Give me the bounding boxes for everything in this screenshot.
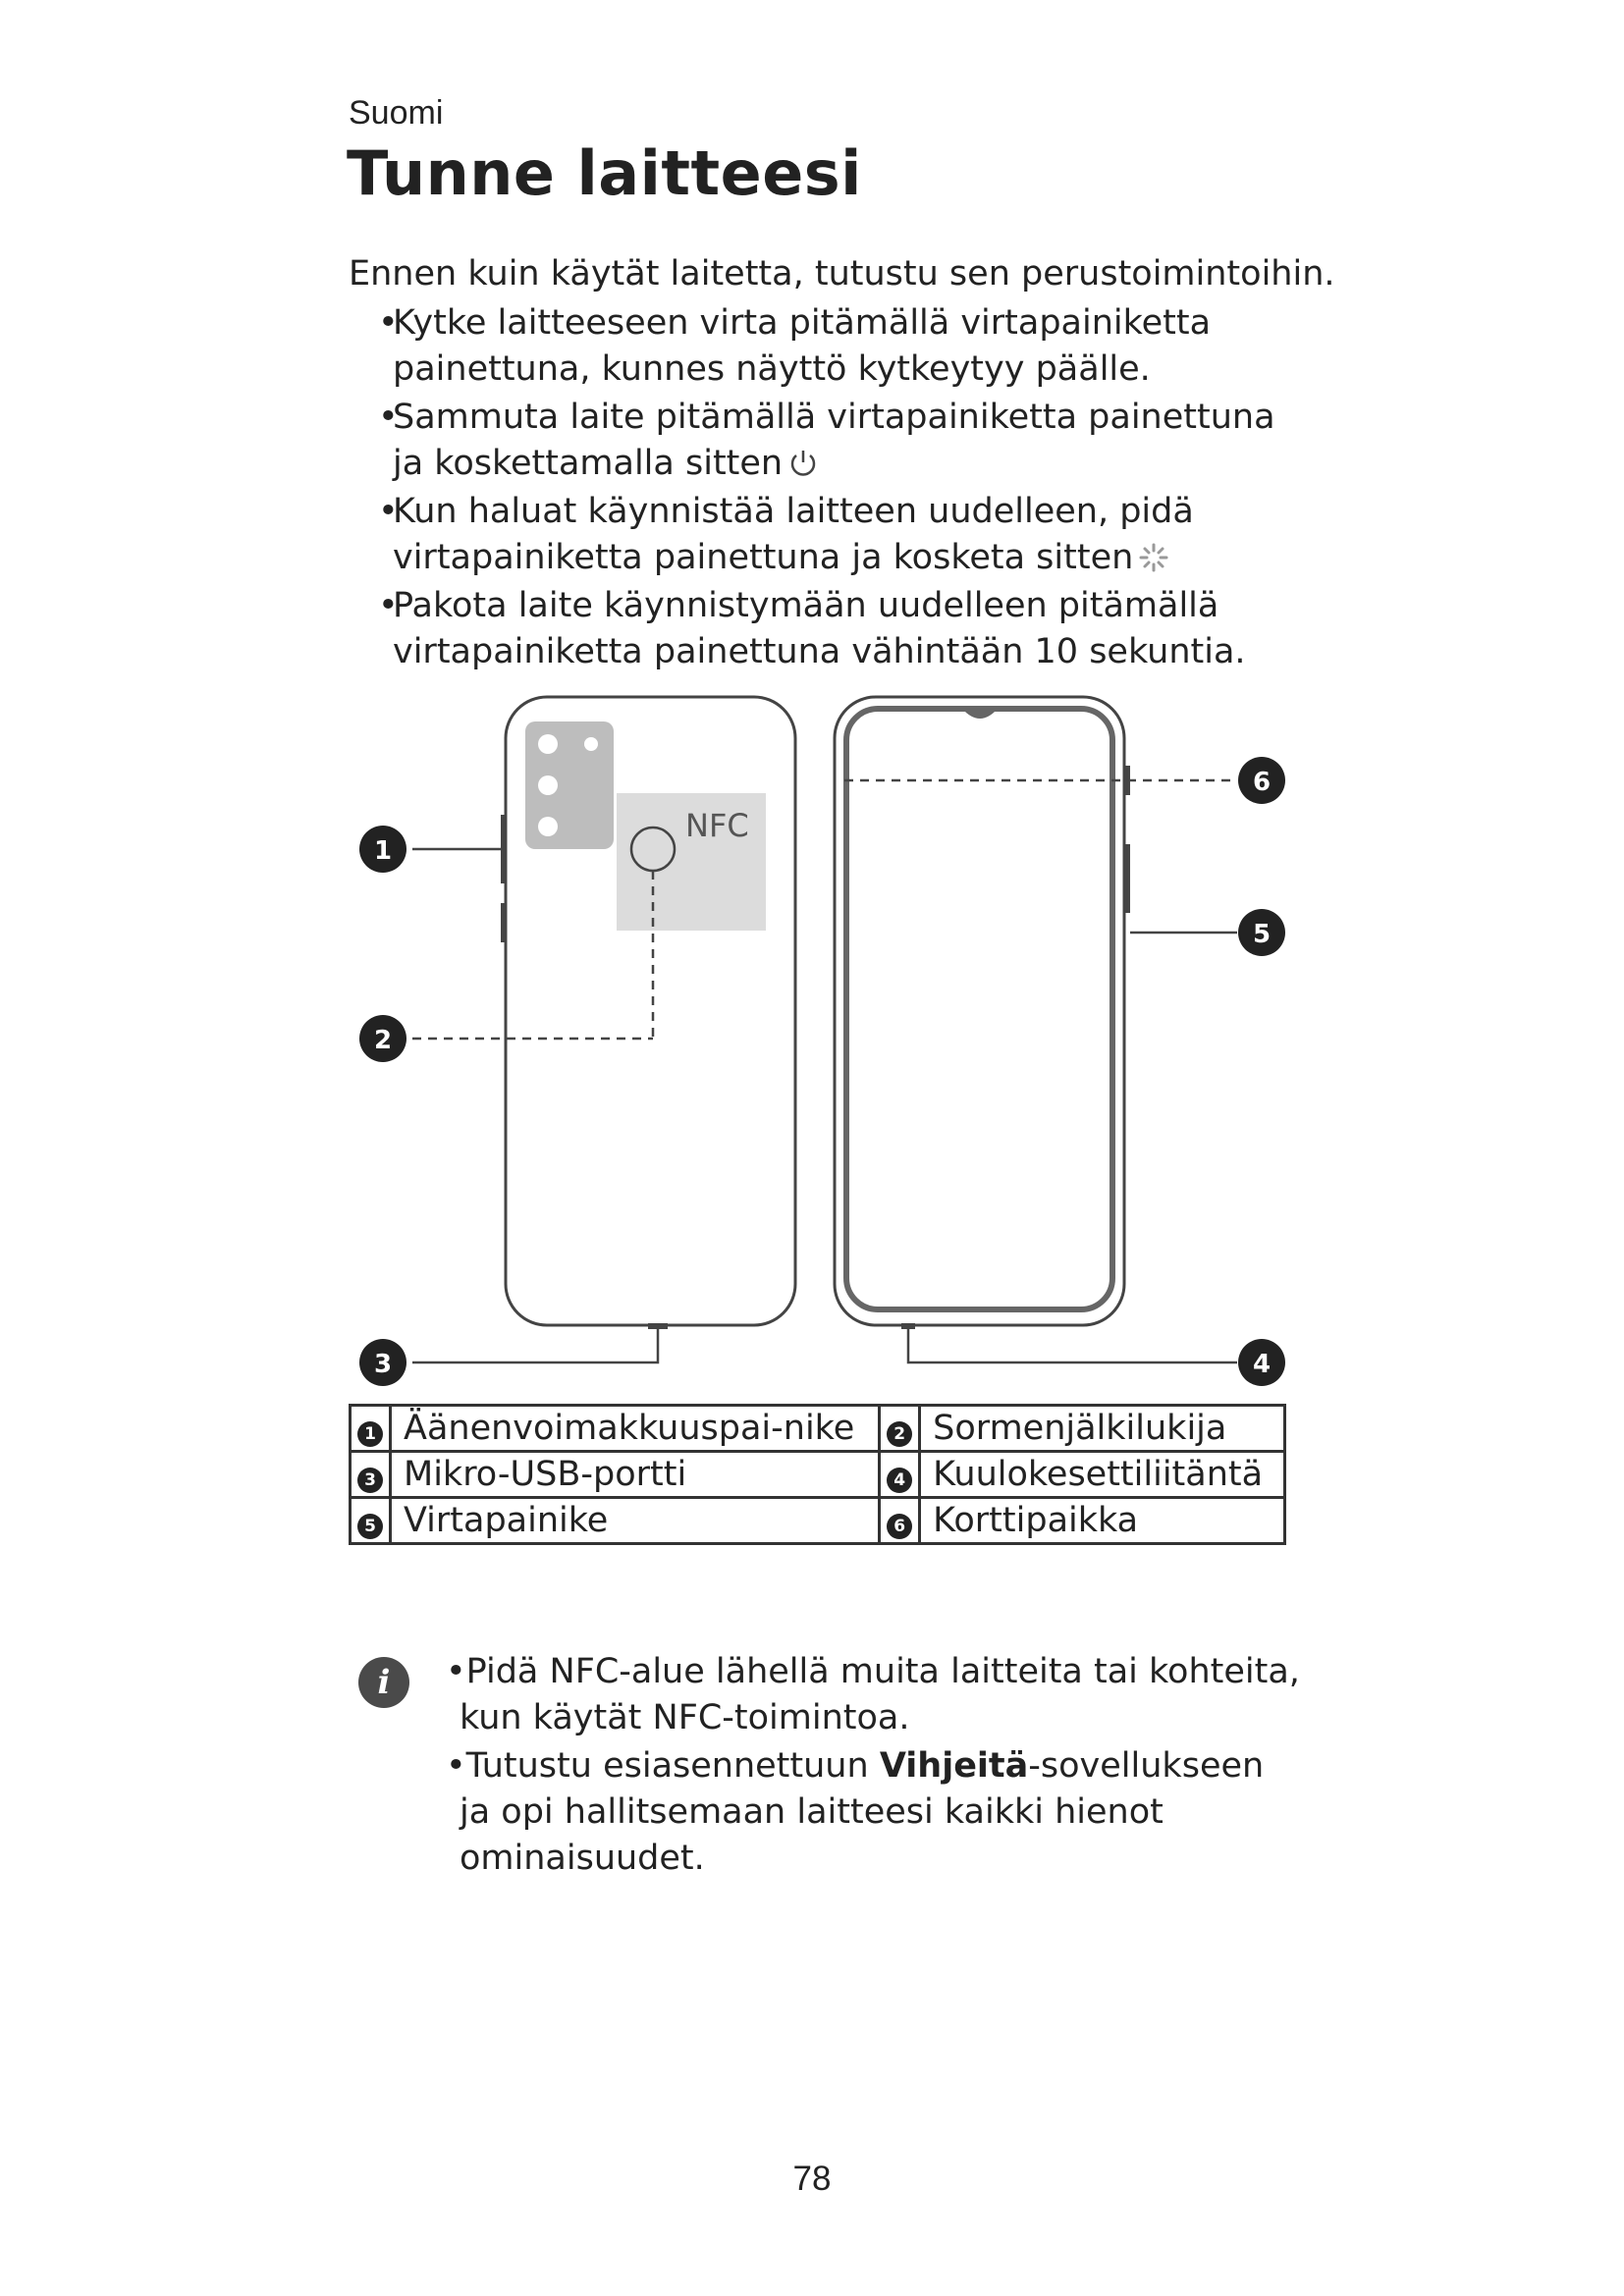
legend-label: Äänenvoimakkuuspai-nike: [391, 1406, 880, 1452]
list-item: •Pidä NFC-alue lähellä muita laitteita tai kohteita, kun käytät NFC-toimintoa.: [446, 1652, 1300, 1737]
instruction-list: [349, 300, 1311, 677]
note-text-post: -sovellukseen ja opi hallitsemaan laitteesi kaikki hienot ominaisuudet.: [460, 1746, 1265, 1878]
legend-label: Korttipaikka: [920, 1498, 1285, 1544]
list-item-text: Pakota laite käynnistymään uudelleen pitämällä virtapainiketta painettuna vähintään 10 sekuntia.: [393, 586, 1246, 671]
svg-text:3: 3: [373, 1350, 393, 1379]
list-item-text: Kytke laitteeseen virta pitämällä virtapainiketta painettuna, kunnes näyttö kytkeytyy päälle.: [393, 303, 1212, 389]
list-item: •Tutustu esiasennettuun Vihjeitä-sovellukseen ja opi hallitsemaan laitteesi kaikki hienot ominaisuudet.: [446, 1746, 1265, 1878]
svg-text:6: 6: [1252, 768, 1272, 797]
page-number: 78: [792, 2160, 832, 2198]
svg-text:5: 5: [1252, 920, 1272, 949]
legend-number: 5: [357, 1514, 383, 1539]
legend-number: 2: [887, 1421, 912, 1447]
note-text: Pidä NFC-alue lähellä muita laitteita tai kohteita, kun käytät NFC-toimintoa.: [460, 1652, 1300, 1737]
table-row: [351, 1452, 1285, 1498]
phone-screen: [846, 709, 1112, 1309]
side-button-back: [501, 903, 507, 942]
legend-label: Sormenjälkilukija: [920, 1406, 1285, 1452]
svg-text:1: 1: [373, 836, 393, 866]
list-item-text: Kun haluat käynnistää laitteen uudelleen, pidä virtapainiketta painettuna ja kosketa sitten: [393, 492, 1194, 577]
legend-number: 6: [887, 1514, 912, 1539]
legend-label: Virtapainike: [391, 1498, 880, 1544]
table-row: [351, 1498, 1285, 1544]
list-item: •Sammuta laite pitämällä virtapainiketta painettuna ja koskettamalla sitten: [378, 398, 1275, 483]
note-block: [358, 1649, 1301, 1884]
nfc-label: NFC: [685, 807, 749, 844]
language-label: Suomi: [349, 94, 444, 132]
note-text-pre: Tutustu esiasennettuun: [465, 1746, 880, 1786]
legend-label: Kuulokesettiliitäntä: [920, 1452, 1285, 1498]
legend-number: 4: [887, 1468, 912, 1493]
app-name: Vihjeitä: [879, 1746, 1029, 1786]
table-row: [351, 1406, 1285, 1452]
list-item: •Kun haluat käynnistää laitteen uudelleen, pidä virtapainiketta painettuna ja kosketa sitten: [378, 492, 1194, 577]
power-button: [1124, 844, 1130, 913]
info-icon: i: [358, 1657, 409, 1708]
svg-text:4: 4: [1252, 1350, 1272, 1379]
legend-table: [349, 1404, 1286, 1545]
restart-icon: [1137, 541, 1170, 574]
volume-button: [501, 815, 507, 883]
legend-number: 1: [357, 1421, 383, 1447]
legend-number: 3: [357, 1468, 383, 1493]
list-item: •Kytke laitteeseen virta pitämällä virtapainiketta painettuna, kunnes näyttö kytkeytyy päälle.: [378, 303, 1212, 389]
svg-text:2: 2: [373, 1026, 393, 1055]
list-item: •Pakota laite käynnistymään uudelleen pitämällä virtapainiketta painettuna vähintään 10 sekuntia.: [378, 586, 1246, 671]
power-icon: [786, 447, 820, 480]
page-title: Tunne laitteesi: [347, 137, 862, 209]
usb-port: [648, 1323, 668, 1329]
headset-jack: [901, 1323, 915, 1329]
device-diagram: [334, 687, 1316, 1394]
legend-label: Mikro-USB-portti: [391, 1452, 880, 1498]
note-list: [358, 1649, 1301, 1882]
intro-text: Ennen kuin käytät laitetta, tutustu sen perustoimintoihin.: [349, 254, 1335, 294]
list-item-text: Sammuta laite pitämällä virtapainiketta painettuna ja koskettamalla sitten: [393, 398, 1275, 483]
